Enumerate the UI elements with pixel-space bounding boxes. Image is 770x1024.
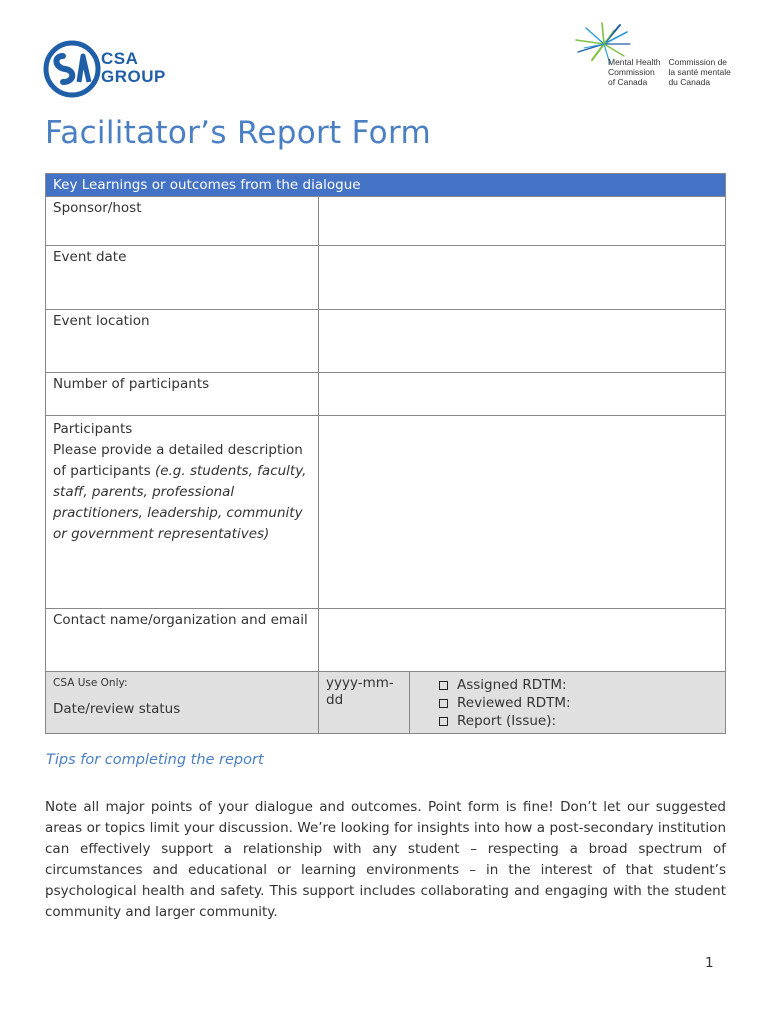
report-form-table <box>45 173 726 734</box>
checklist-item[interactable] <box>439 712 718 730</box>
checklist-item-label: Assigned RDTM: <box>457 677 567 693</box>
date-format-field[interactable]: yyyy-mm-dd <box>319 672 410 734</box>
form-header: Key Learnings or outcomes from the dialogue <box>46 174 726 197</box>
review-checklist-cell <box>410 672 726 734</box>
tips-body: Note all major points of your dialogue and outcomes. Point form is fine! Don’t let our suggested areas or topics limit your discussion. We’re looking for insights into how a post-secondary institution can effectively support a relationship with any student – respecting a broad spectrum of circumstances and educational or learning environments – in the interest of that student’s psychological health and safety. This support includes collaborating and engaging with the student community and larger community. <box>45 799 726 920</box>
csa-group-logo-icon <box>43 38 103 100</box>
contact-field[interactable] <box>319 609 726 672</box>
participants-examples: (e.g. students, faculty, staff, parents, professional practitioners, leadership, community or government representatives) <box>53 463 307 542</box>
mhcc-en-line: Mental Health <box>608 57 661 67</box>
csa-use-label-cell <box>46 672 319 734</box>
participants-field[interactable] <box>319 416 726 609</box>
csa-wordmark-line1: CSA <box>101 49 139 68</box>
csa-use-row <box>46 672 726 734</box>
participants-label: Participants <box>53 421 133 437</box>
participants-description: Please provide a detailed description of participants <box>53 442 303 479</box>
page-number: 1 <box>705 955 714 971</box>
form-row <box>46 373 726 416</box>
checklist-item-label: Report (Issue): <box>457 713 557 729</box>
contact-label: Contact name/organization and email <box>46 609 319 672</box>
event-date-label: Event date <box>46 246 319 310</box>
number-of-participants-label: Number of participants <box>46 373 319 416</box>
event-date-field[interactable] <box>319 246 726 310</box>
form-row <box>46 197 726 246</box>
mhcc-en-line: Commission <box>608 67 655 77</box>
participants-label-cell <box>46 416 319 609</box>
csa-group-logo <box>43 38 193 100</box>
csa-wordmark-line2: GROUP <box>101 67 166 86</box>
csa-group-wordmark <box>101 50 166 86</box>
number-of-participants-field[interactable] <box>319 373 726 416</box>
page-title: Facilitator’s Report Form <box>45 115 431 151</box>
mhcc-en-line: of Canada <box>608 77 648 87</box>
form-header-row <box>46 174 726 197</box>
checkbox-icon[interactable] <box>439 681 448 690</box>
mhcc-english-name <box>608 57 660 87</box>
form-row <box>46 609 726 672</box>
review-checklist <box>417 676 718 730</box>
checklist-item-label: Reviewed RDTM: <box>457 695 571 711</box>
date-review-status-label: Date/review status <box>53 701 181 717</box>
event-location-field[interactable] <box>319 310 726 373</box>
checklist-item[interactable] <box>439 676 718 694</box>
csa-use-only-label: CSA Use Only: <box>53 677 128 689</box>
form-row <box>46 246 726 310</box>
mhcc-fr-line: la santé mentale <box>668 67 731 77</box>
form-row <box>46 416 726 609</box>
mhcc-fr-line: Commission de <box>668 57 728 67</box>
mhcc-wordmark <box>608 57 731 87</box>
checkbox-icon[interactable] <box>439 717 448 726</box>
mhcc-fr-line: du Canada <box>668 77 711 87</box>
checklist-item[interactable] <box>439 694 718 712</box>
tips-heading: Tips for completing the report <box>46 752 264 768</box>
mhcc-french-name <box>668 57 730 87</box>
form-row <box>46 310 726 373</box>
sponsor-host-field[interactable] <box>319 197 726 246</box>
sponsor-host-label: Sponsor/host <box>46 197 319 246</box>
mhcc-logo <box>568 22 738 92</box>
event-location-label: Event location <box>46 310 319 373</box>
checkbox-icon[interactable] <box>439 699 448 708</box>
